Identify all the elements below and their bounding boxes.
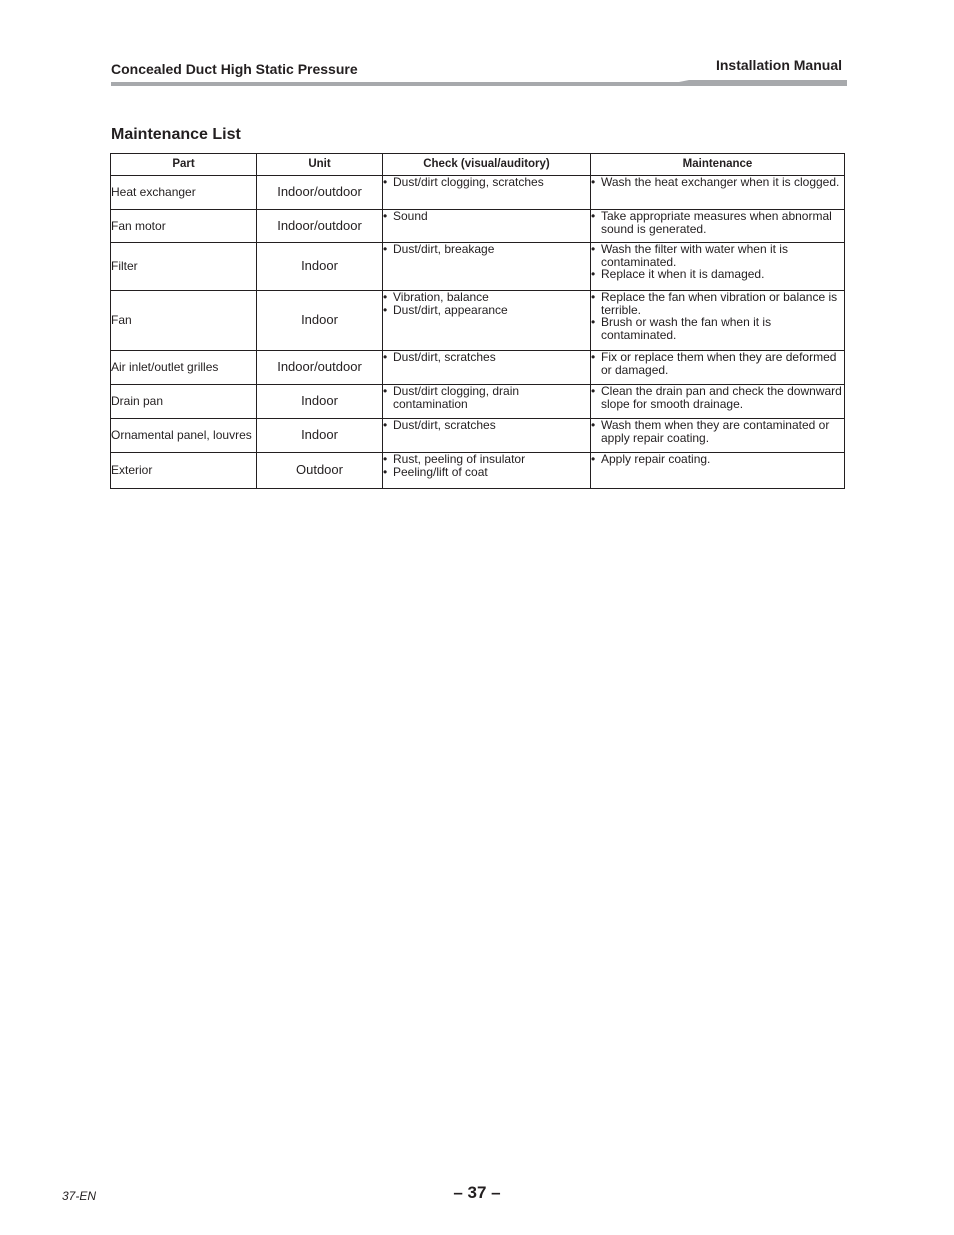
cell-check xyxy=(383,453,591,489)
cell-check xyxy=(383,419,591,453)
page-number: – 37 – xyxy=(453,1183,501,1202)
check-item: • Sound xyxy=(383,210,590,223)
check-item: • Vibration, balance xyxy=(383,291,590,304)
cell-check xyxy=(383,385,591,419)
footer-doc-code: 37-EN xyxy=(62,1189,97,1203)
table-row xyxy=(111,385,845,419)
table-row xyxy=(111,176,845,210)
cell-unit: Indoor xyxy=(257,243,383,291)
maintenance-item: • Brush or wash the fan when it is contaminated. xyxy=(591,316,844,341)
check-item: • Dust/dirt, appearance xyxy=(383,304,590,317)
maintenance-item: • Fix or replace them when they are deformed or damaged. xyxy=(591,351,844,376)
cell-check xyxy=(383,210,591,243)
column-header-part: Part xyxy=(111,154,257,176)
cell-maintenance xyxy=(591,453,845,489)
cell-maintenance xyxy=(591,385,845,419)
cell-unit: Indoor xyxy=(257,291,383,351)
cell-maintenance xyxy=(591,243,845,291)
table-row xyxy=(111,419,845,453)
header-rule xyxy=(111,80,847,88)
check-item: • Peeling/lift of coat xyxy=(383,466,590,479)
cell-maintenance xyxy=(591,210,845,243)
cell-check xyxy=(383,176,591,210)
column-header-unit: Unit xyxy=(257,154,383,176)
maintenance-item: • Apply repair coating. xyxy=(591,453,844,466)
check-item: • Dust/dirt clogging, scratches xyxy=(383,176,590,189)
maintenance-table xyxy=(110,153,845,489)
table-row xyxy=(111,291,845,351)
header-product-title: Concealed Duct High Static Pressure xyxy=(111,61,358,77)
table-row xyxy=(111,243,845,291)
cell-check xyxy=(383,351,591,385)
maintenance-item: • Replace the fan when vibration or balance is terrible. xyxy=(591,291,844,316)
section-title: Maintenance List xyxy=(111,126,241,143)
column-header-maintenance: Maintenance xyxy=(591,154,845,176)
check-item: • Dust/dirt, scratches xyxy=(383,351,590,364)
cell-unit: Indoor xyxy=(257,385,383,419)
table-row xyxy=(111,210,845,243)
cell-part: Drain pan xyxy=(111,385,257,419)
table-row xyxy=(111,453,845,489)
cell-unit: Indoor xyxy=(257,419,383,453)
cell-check xyxy=(383,291,591,351)
cell-part: Fan xyxy=(111,291,257,351)
cell-unit: Indoor/outdoor xyxy=(257,210,383,243)
maintenance-item: • Wash the filter with water when it is contaminated. xyxy=(591,243,844,268)
cell-unit: Indoor/outdoor xyxy=(257,176,383,210)
cell-unit: Outdoor xyxy=(257,453,383,489)
cell-maintenance xyxy=(591,291,845,351)
cell-part: Ornamental panel, louvres xyxy=(111,419,257,453)
table-row xyxy=(111,351,845,385)
cell-part: Heat exchanger xyxy=(111,176,257,210)
cell-part: Filter xyxy=(111,243,257,291)
cell-maintenance xyxy=(591,176,845,210)
header-manual-title: Installation Manual xyxy=(715,57,842,73)
header-rule-bar xyxy=(111,80,847,86)
maintenance-item: • Take appropriate measures when abnormal sound is generated. xyxy=(591,210,844,235)
check-item: • Dust/dirt, breakage xyxy=(383,243,590,256)
cell-part: Exterior xyxy=(111,453,257,489)
maintenance-item: • Wash the heat exchanger when it is clogged. xyxy=(591,176,844,189)
check-item: • Dust/dirt, scratches xyxy=(383,419,590,432)
cell-part: Fan motor xyxy=(111,210,257,243)
cell-unit: Indoor/outdoor xyxy=(257,351,383,385)
check-item: • Dust/dirt clogging, drain contamination xyxy=(383,385,590,410)
maintenance-item: • Wash them when they are contaminated or apply repair coating. xyxy=(591,419,844,444)
cell-maintenance xyxy=(591,419,845,453)
cell-part: Air inlet/outlet grilles xyxy=(111,351,257,385)
column-header-check: Check (visual/auditory) xyxy=(383,154,591,176)
cell-check xyxy=(383,243,591,291)
cell-maintenance xyxy=(591,351,845,385)
maintenance-item: • Clean the drain pan and check the downward slope for smooth drainage. xyxy=(591,385,844,410)
maintenance-item: • Replace it when it is damaged. xyxy=(591,268,844,281)
check-item: • Rust, peeling of insulator xyxy=(383,453,590,466)
table-header-row xyxy=(111,154,845,176)
